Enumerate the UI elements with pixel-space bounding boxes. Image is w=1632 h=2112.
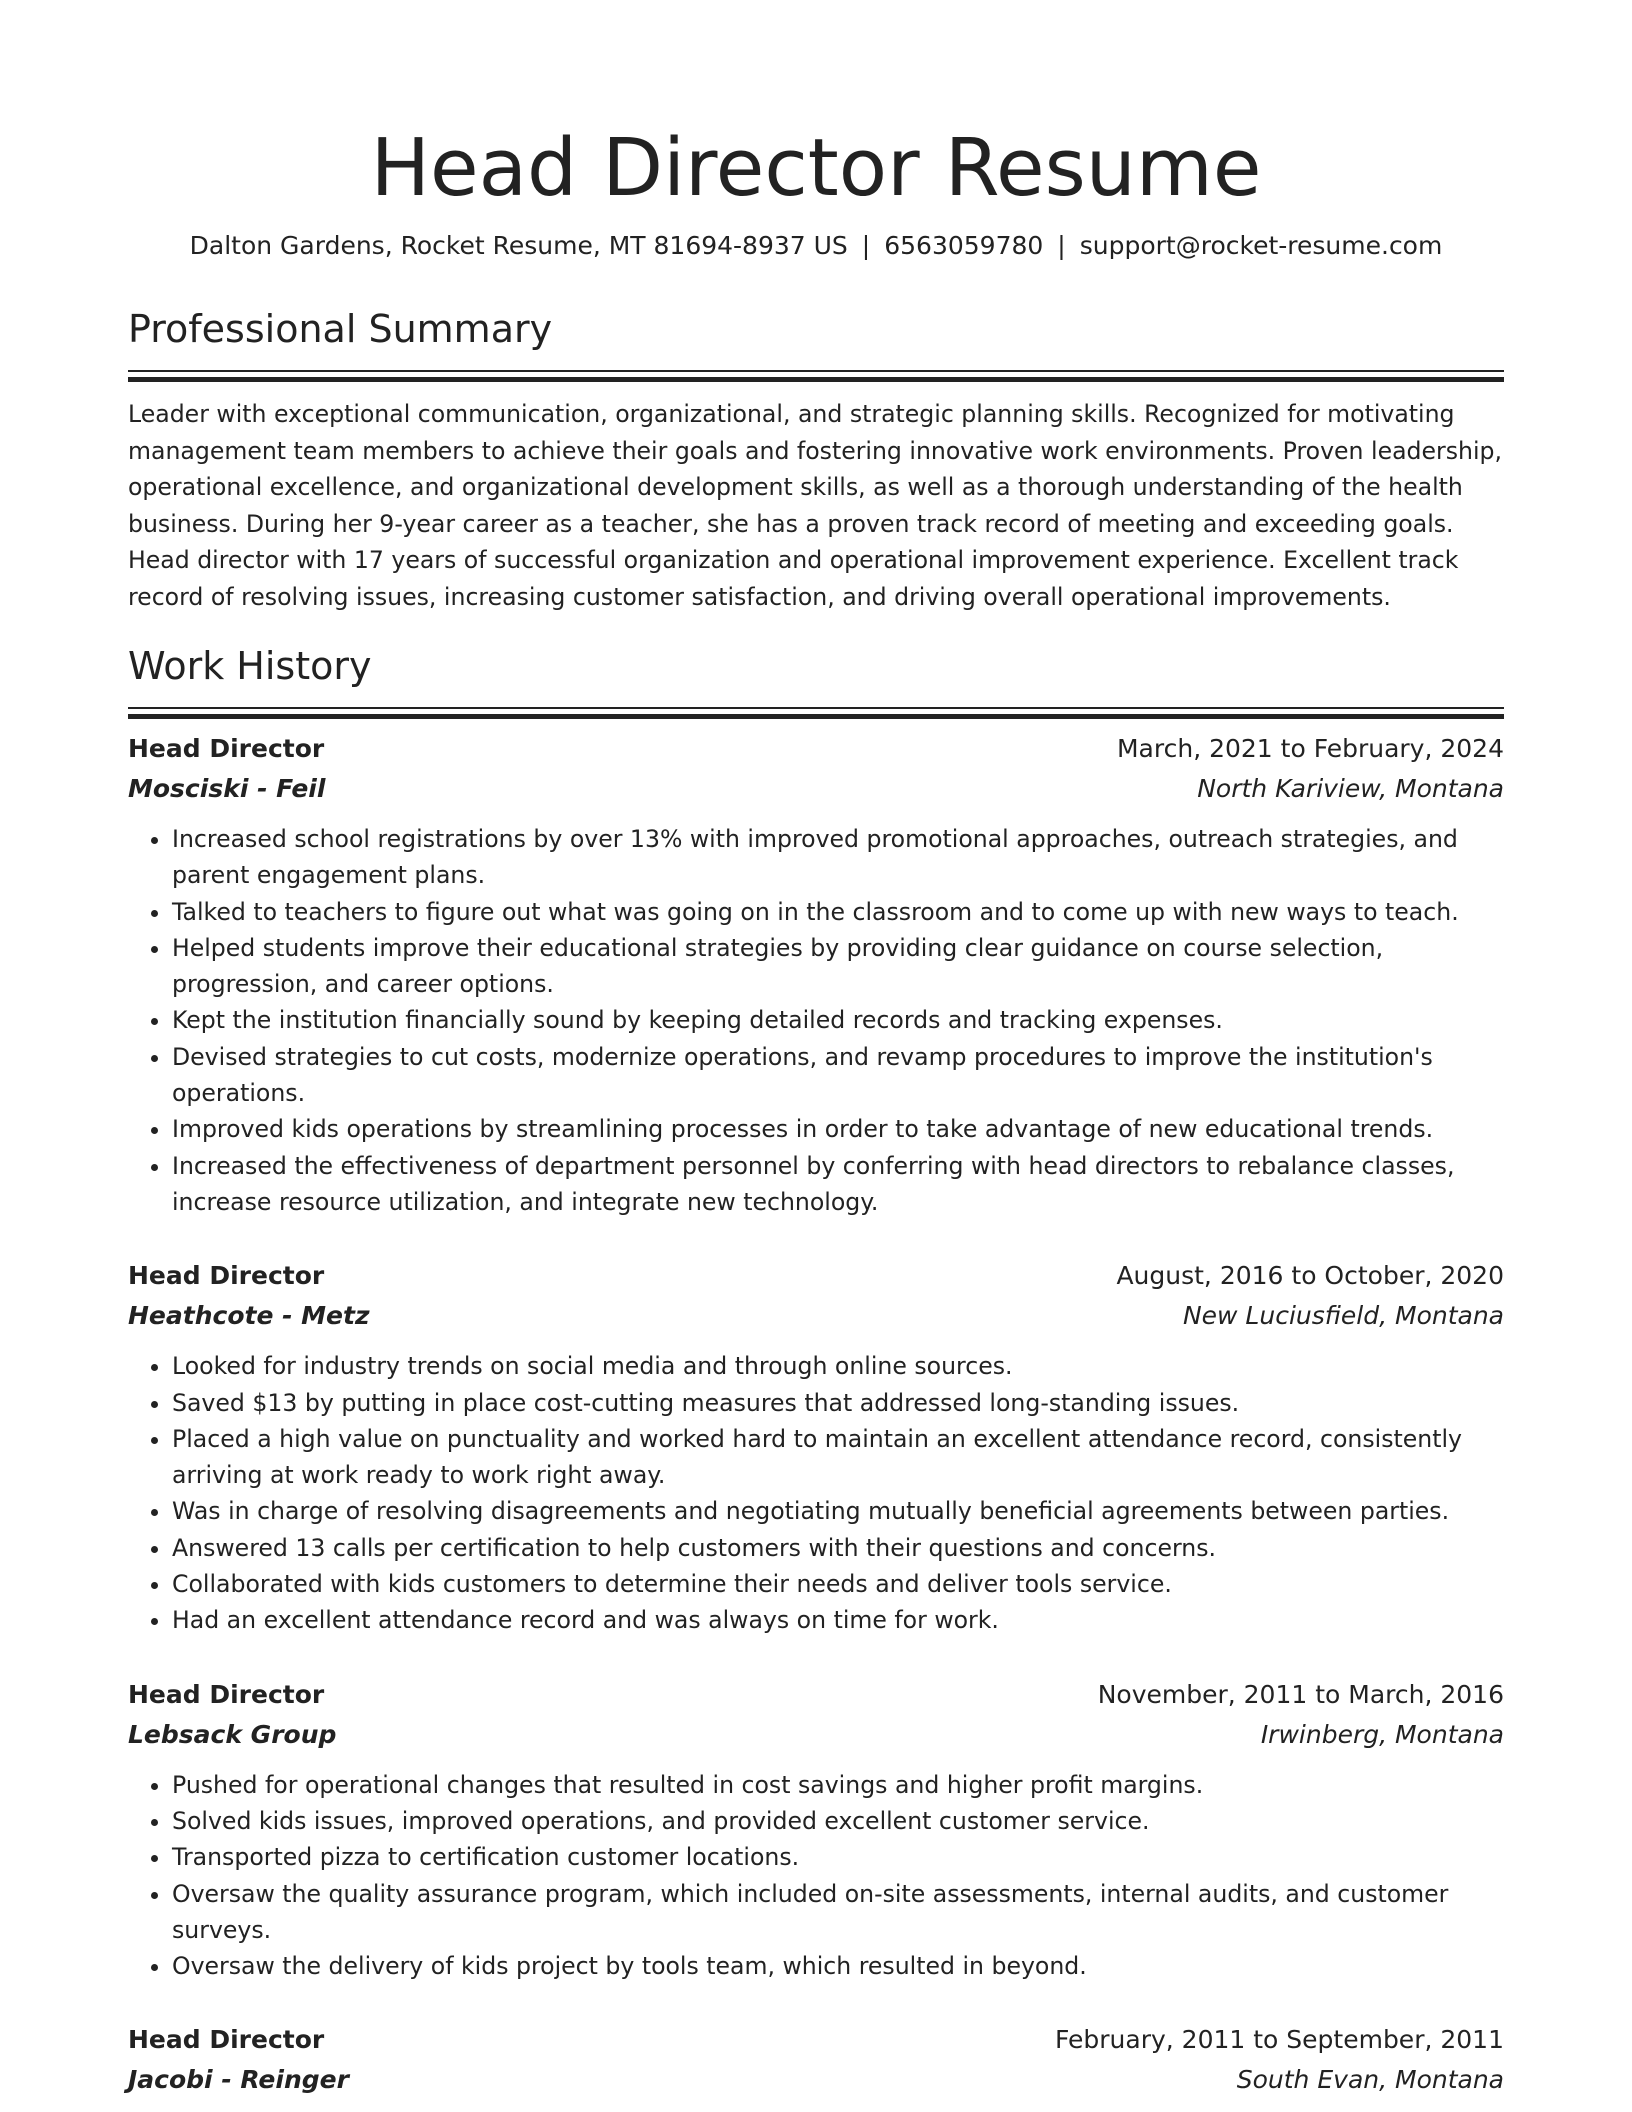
list-item: • Devised strategies to cut costs, modernize operations, and revamp procedures to improve the institution's operations. — [172, 1039, 1504, 1112]
contact-line — [128, 228, 1504, 264]
list-item: • Saved $13 by putting in place cost-cutting measures that addressed long-standing issues. — [172, 1385, 1504, 1421]
job-dates: February, 2011 to September, 2011 — [1055, 2025, 1504, 2055]
list-item: • Looked for industry trends on social media and through online sources. — [172, 1348, 1504, 1384]
job-bullet-list — [128, 1348, 1504, 1638]
job-company: Mosciski - Feil — [128, 774, 326, 803]
job-bullet-list — [128, 1767, 1504, 1985]
job-company: Heathcote - Metz — [128, 1301, 370, 1331]
list-item: • Increased school registrations by over 13% with improved promotional approaches, outreach strategies, and parent engagement plans. — [172, 821, 1504, 894]
job-location: Irwinberg, Montana — [1260, 1719, 1504, 1749]
job-dates: March, 2021 to February, 2024 — [1116, 734, 1504, 763]
job-location: New Luciusfield, Montana — [1182, 1301, 1504, 1331]
contact-separator: | — [1057, 231, 1066, 260]
job-company-row — [128, 1715, 1504, 1755]
job-dates: November, 2011 to March, 2016 — [1097, 1679, 1504, 1709]
list-item: • Improved kids operations by streamlining processes in order to take advantage of new educational trends. — [172, 1111, 1504, 1147]
contact-phone: 6563059780 — [884, 231, 1044, 260]
job-company-row — [128, 769, 1504, 809]
section-divider — [128, 707, 1504, 719]
list-item: • Talked to teachers to figure out what was going on in the classroom and to come up with new ways to teach. — [172, 894, 1504, 930]
work-history-heading: Work History — [128, 644, 372, 688]
resume-title: Head Director Resume — [370, 122, 1262, 214]
job-location: South Evan, Montana — [1236, 2065, 1504, 2095]
contact-address: Dalton Gardens, Rocket Resume, MT 81694-8937 US — [189, 231, 848, 260]
job-header-row — [128, 729, 1504, 769]
list-item: • Had an excellent attendance record and was always on time for work. — [172, 1602, 1504, 1638]
job-company-row — [128, 2060, 1504, 2100]
list-item: • Transported pizza to certification customer locations. — [172, 1839, 1504, 1875]
job-location: North Kariview, Montana — [1197, 774, 1504, 803]
section-divider — [128, 370, 1504, 382]
list-item: • Oversaw the quality assurance program, which included on-site assessments, internal audits, and customer surveys. — [172, 1876, 1504, 1949]
job-header-row — [128, 1256, 1504, 1296]
list-item: • Collaborated with kids customers to determine their needs and deliver tools service. — [172, 1566, 1504, 1602]
contact-email: support@rocket-resume.com — [1079, 231, 1443, 260]
job-title: Head Director — [128, 734, 325, 763]
job-title: Head Director — [128, 2025, 325, 2055]
job-bullet-list — [128, 821, 1504, 1220]
list-item: • Was in charge of resolving disagreements and negotiating mutually beneficial agreements between parties. — [172, 1493, 1504, 1529]
list-item: • Kept the institution financially sound by keeping detailed records and tracking expenses. — [172, 1002, 1504, 1038]
resume-page — [128, 118, 1504, 2100]
job-header-row — [128, 1675, 1504, 1715]
job-header-row — [128, 2020, 1504, 2060]
job-entry — [128, 1256, 1504, 1638]
list-item: • Solved kids issues, improved operations, and provided excellent customer service. — [172, 1803, 1504, 1839]
summary-text: Leader with exceptional communication, organizational, and strategic planning skills. Recognized for motivating management team members to achieve their goals and fostering innovative work environments. Proven leadership, operational excellence, and organizational development skills, as well as a thorough understanding of the health business. During her 9-year career as a teacher, she has a proven track record of meeting and exceeding goals. Head director with 17 years of successful organization and operational improvement experience. Excellent track record of resolving issues, increasing customer satisfaction, and driving overall operational improvements. — [128, 400, 1503, 611]
list-item: • Answered 13 calls per certification to help customers with their questions and concerns. — [172, 1530, 1504, 1566]
job-company: Lebsack Group — [128, 1719, 337, 1749]
job-dates: August, 2016 to October, 2020 — [1116, 1261, 1504, 1291]
job-title: Head Director — [128, 1261, 325, 1291]
job-entry — [128, 729, 1504, 1220]
list-item: • Helped students improve their educational strategies by providing clear guidance on course selection, progression, and career options. — [172, 930, 1504, 1003]
job-company: Jacobi - Reinger — [128, 2065, 349, 2095]
list-item: • Oversaw the delivery of kids project by tools team, which resulted in beyond. — [172, 1948, 1504, 1984]
job-company-row — [128, 1296, 1504, 1336]
summary-heading: Professional Summary — [128, 307, 553, 351]
job-title: Head Director — [128, 1679, 325, 1709]
job-entry — [128, 1675, 1504, 1985]
work-history-list — [128, 729, 1504, 2100]
list-item: • Increased the effectiveness of department personnel by conferring with head directors to rebalance classes, increase resource utilization, and integrate new technology. — [172, 1148, 1504, 1221]
list-item: • Placed a high value on punctuality and worked hard to maintain an excellent attendance record, consistently arriving at work ready to work right away. — [172, 1421, 1504, 1494]
contact-separator: | — [861, 231, 871, 260]
job-entry — [128, 2020, 1504, 2100]
list-item: • Pushed for operational changes that resulted in cost savings and higher profit margins. — [172, 1767, 1504, 1803]
